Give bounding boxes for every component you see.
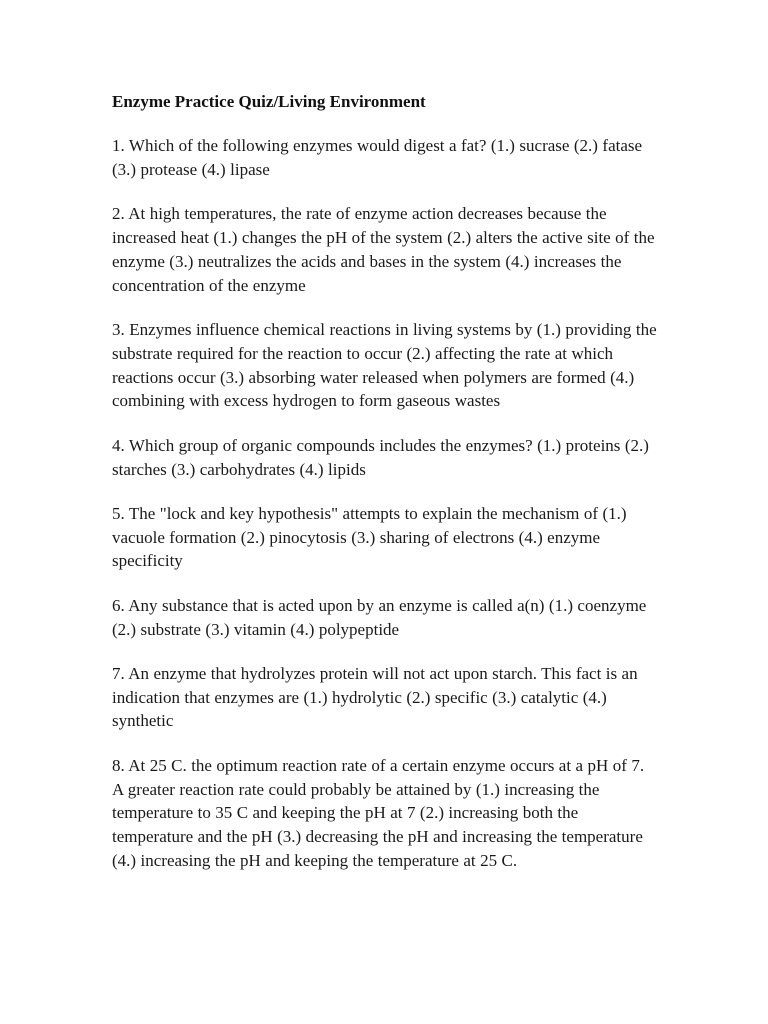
question-5: 5. The "lock and key hypothesis" attempts to explain the mechanism of (1.) vacuole formation (2.) pinocytosis (3.) sharing of electrons (4.) enzyme specificity [112, 503, 627, 571]
question-2: 2. At high temperatures, the rate of enzyme action decreases because the increased heat (1.) changes the pH of the system (2.) alters the active site of the enzyme (3.) neutralizes the acids and bases in the system (4.) increases the concentration of the enzyme [112, 204, 655, 295]
document-title: Enzyme Practice Quiz/Living Environment [112, 92, 426, 111]
question-1: 1. Which of the following enzymes would digest a fat? (1.) sucrase (2.) fatase (3.) protease (4.) lipase [112, 136, 643, 180]
question-7: 7. An enzyme that hydrolyzes protein will not act upon starch. This fact is an indication that enzymes are (1.) hydrolytic (2.) specific (3.) catalytic (4.) synthetic [112, 663, 638, 731]
question-3: 3. Enzymes influence chemical reactions in living systems by (1.) providing the substrate required for the reaction to occur (2.) affecting the rate at which reactions occur (3.) absorbing water released when polymers are formed (4.) combining with excess hydrogen to form gaseous wastes [112, 320, 657, 411]
question-6: 6. Any substance that is acted upon by an enzyme is called a(n) (1.) coenzyme (2.) substrate (3.) vitamin (4.) polypeptide [112, 595, 647, 639]
question-8: 8. At 25 C. the optimum reaction rate of a certain enzyme occurs at a pH of 7. A greater reaction rate could probably be attained by (1.) increasing the temperature to 35 C and keeping the pH at 7 (2.) increasing both the temperature and the pH (3.) decreasing the pH and increasing the temperature (4.) increasing the pH and keeping the temperature at 25 C. [112, 755, 645, 870]
question-4: 4. Which group of organic compounds includes the enzymes? (1.) proteins (2.) starches (3.) carbohydrates (4.) lipids [112, 435, 649, 479]
